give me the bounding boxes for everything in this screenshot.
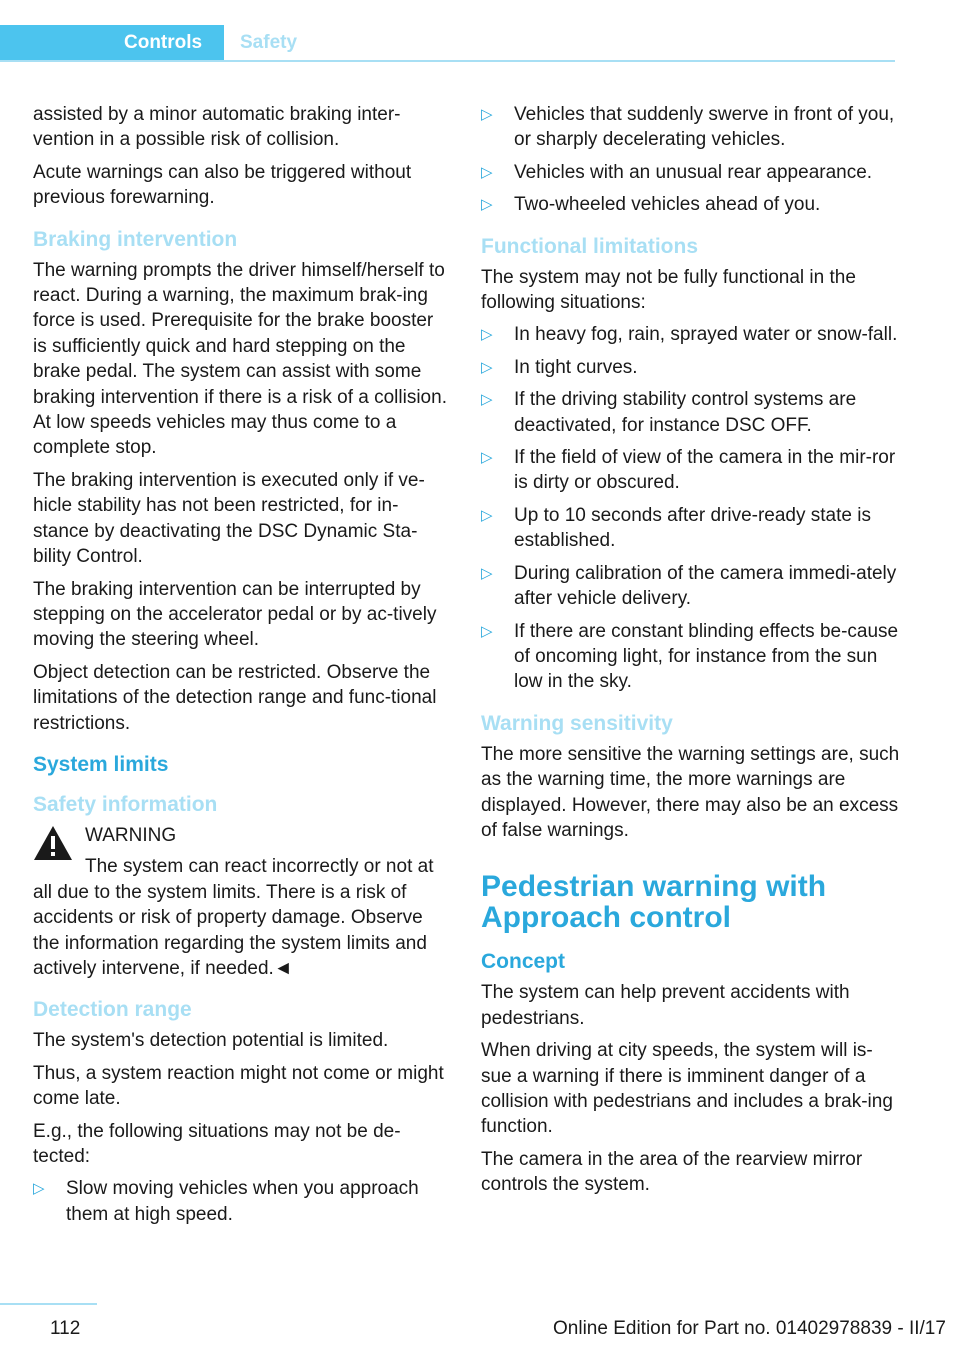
bullet-arrow-icon: ▷ — [481, 358, 493, 376]
bullet-arrow-icon: ▷ — [481, 449, 493, 467]
footer-divider — [0, 1303, 97, 1305]
bullet-arrow-icon: ▷ — [481, 391, 493, 409]
concept-heading: Concept — [481, 950, 565, 974]
bullet-arrow-icon: ▷ — [33, 1180, 45, 1198]
safety-information-heading: Safety information — [33, 792, 218, 816]
list-item: ▷ Two-wheeled vehicles ahead of you. — [481, 192, 901, 217]
sensitivity-paragraph-1: The more sensitive the warning settings are, such as the warning time, the more warnings are displayed. However, there may also be an excess of false warnings. — [481, 743, 900, 841]
system-limits-heading: System limits — [33, 752, 169, 776]
warning-sensitivity-heading: Warning sensitivity — [481, 711, 673, 735]
concept-paragraph-1: The system can help prevent accidents with pedestrians. — [481, 982, 850, 1029]
list-item: ▷ Vehicles that suddenly swerve in front of you, or sharply decelerating vehicles. — [481, 104, 895, 151]
warning-title: WARNING — [85, 824, 177, 846]
section-tab-controls[interactable]: Controls — [0, 25, 224, 61]
warning-box — [33, 823, 448, 981]
left-column — [33, 102, 448, 1234]
functional-paragraph-1: The system may not be fully functional in the following situations: — [481, 266, 856, 314]
bullet-arrow-icon: ▷ — [481, 196, 493, 214]
page-header — [0, 0, 960, 62]
detection-paragraph-3: E.g., the following situations may not be de‐tected: — [33, 1120, 401, 1167]
list-item: ▷ Up to 10 seconds after drive-ready state is established. — [481, 504, 871, 552]
warning-body: The system can react incorrectly or not at all due to the system limits. There is a risk of accidents or risk of property damage. Observe the information regarding the system limits and actively intervene, if needed.◄ — [33, 856, 434, 979]
list-item: ▷ In tight curves. — [481, 355, 901, 380]
bullet-arrow-icon: ▷ — [481, 326, 493, 344]
detection-range-heading: Detection range — [33, 998, 192, 1022]
functional-list — [481, 322, 901, 694]
section-tab-safety[interactable]: Safety — [240, 32, 298, 53]
edition-note: Online Edition for Part no. 01402978839 - II/17 — [553, 1318, 946, 1339]
intro-paragraph-1: assisted by a minor automatic braking inter‐vention in a possible risk of collision. — [33, 104, 401, 151]
bullet-arrow-icon: ▷ — [481, 163, 493, 181]
braking-paragraph-2: The braking intervention is executed only if ve‐hicle stability has not been restricted, for in‐stance by deactivating the DSC Dynamic Sta‐bility Control. — [33, 469, 425, 568]
list-item: ▷ Slow moving vehicles when you approach them at high speed. — [33, 1178, 419, 1225]
bullet-arrow-icon: ▷ — [481, 506, 493, 524]
list-item: ▷ In heavy fog, rain, sprayed water or snow‐fall. — [481, 322, 901, 347]
bullet-arrow-icon: ▷ — [481, 106, 493, 123]
list-item: ▷ If there are constant blinding effects be‐cause of oncoming light, for instance from the sun low in the sky. — [481, 620, 899, 693]
bullet-arrow-icon: ▷ — [481, 622, 493, 640]
heading-line-2: Approach control — [481, 901, 732, 935]
detection-paragraph-1: The system's detection potential is limited. — [33, 1030, 389, 1052]
detection-paragraph-2: Thus, a system reaction might not come or might come late. — [33, 1062, 444, 1110]
list-item: ▷ If the field of view of the camera in the mir‐ror is dirty or obscured. — [481, 447, 896, 494]
right-column — [481, 102, 901, 1205]
braking-intervention-heading: Braking intervention — [33, 227, 238, 251]
braking-paragraph-3: The braking intervention can be interrupted by stepping on the accelerator pedal or by ac‐tively moving the steering wheel. — [33, 578, 437, 651]
warning-triangle-icon — [33, 825, 73, 861]
bullet-arrow-icon: ▷ — [481, 564, 493, 582]
detection-list-continued — [481, 102, 901, 218]
functional-limitations-heading: Functional limitations — [481, 234, 699, 258]
page-number: 112 — [50, 1318, 81, 1339]
list-item: ▷ Vehicles with an unusual rear appearance. — [481, 160, 901, 185]
header-divider — [0, 60, 895, 62]
braking-paragraph-4: Object detection can be restricted. Observe the limitations of the detection range and func‐tional restrictions. — [33, 661, 437, 734]
intro-paragraph-2: Acute warnings can also be triggered without previous forewarning. — [33, 161, 412, 209]
list-item: ▷ If the driving stability control systems are deactivated, for instance DSC OFF. — [481, 389, 857, 436]
detection-list — [33, 1176, 448, 1227]
braking-paragraph-1: The warning prompts the driver himself/herself to react. During a warning, the maximum brak‐ing force is used. Prerequisite for the brake booster is sufficiently quick and hard stepping on the brake pedal. The system can assist with some braking intervention if there is a risk of a collision. At low speeds vehicles may thus come to a complete stop. — [33, 259, 447, 459]
list-item: ▷ During calibration of the camera immedi‐ately after vehicle delivery. — [481, 562, 897, 610]
concept-paragraph-2: When driving at city speeds, the system will is‐sue a warning if there is imminent danger of a collision with pedestrians and includes a brak‐ing function. — [481, 1040, 893, 1138]
pedestrian-warning-heading — [481, 871, 901, 933]
heading-line-1: Pedestrian warning with — [481, 870, 827, 904]
concept-paragraph-3: The camera in the area of the rearview mirror controls the system. — [481, 1148, 863, 1196]
